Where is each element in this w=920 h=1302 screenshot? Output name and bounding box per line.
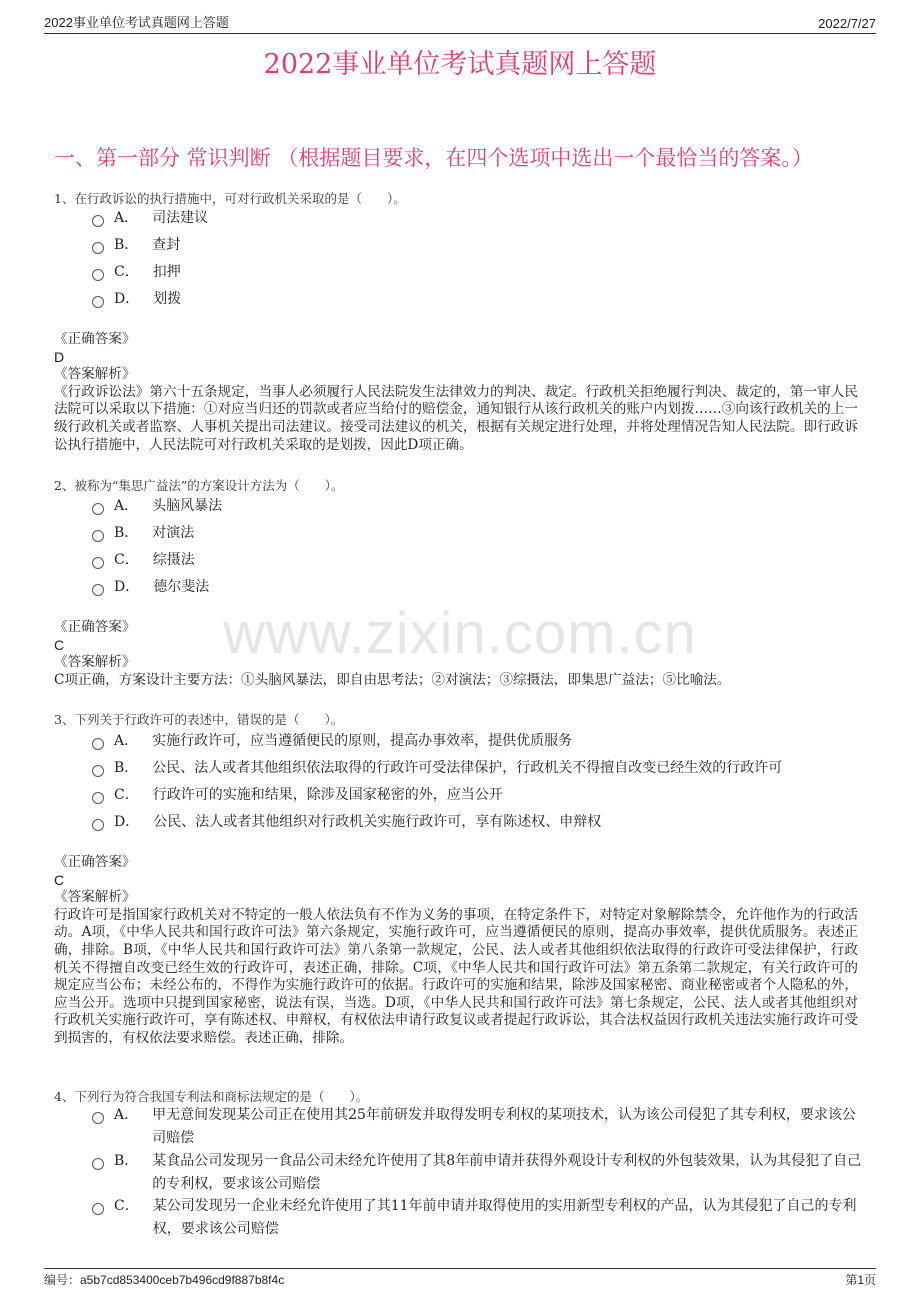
radio-icon[interactable] bbox=[92, 530, 104, 542]
question-1-answer-block bbox=[54, 331, 858, 454]
watermark: www.zixin.com.cn bbox=[223, 601, 697, 666]
correct-answer: C bbox=[54, 871, 65, 888]
radio-icon[interactable] bbox=[92, 1158, 104, 1170]
question-1-option-a[interactable] bbox=[92, 207, 208, 230]
question-3-option-b[interactable] bbox=[92, 757, 782, 780]
radio-icon[interactable] bbox=[92, 296, 104, 308]
option-letter: A． bbox=[114, 498, 139, 514]
radio-icon[interactable] bbox=[92, 819, 104, 831]
question-1-stem: 1、在行政诉讼的执行措施中，可对行政机关采取的是（ ）。 bbox=[54, 191, 406, 206]
radio-icon[interactable] bbox=[92, 792, 104, 804]
radio-icon[interactable] bbox=[92, 765, 104, 777]
radio-icon[interactable] bbox=[92, 503, 104, 515]
option-letter: D． bbox=[114, 291, 140, 307]
question-3-option-d[interactable] bbox=[92, 811, 601, 834]
radio-icon[interactable] bbox=[92, 1112, 104, 1124]
analysis-label: 《答案解析》 bbox=[54, 366, 136, 383]
analysis-text: C项正确，方案设计主要方法：①头脑风暴法，即自由思考法；②对演法；③综摄法，即集思广益法；⑤比喻法。 bbox=[54, 671, 731, 688]
option-text: 德尔斐法 bbox=[153, 579, 210, 595]
option-text: 对演法 bbox=[152, 525, 195, 541]
option-text: 扣押 bbox=[152, 264, 181, 280]
option-text: 行政许可的实施和结果，除涉及国家秘密的外，应当公开 bbox=[152, 787, 503, 803]
option-text: 查封 bbox=[152, 237, 181, 253]
radio-icon[interactable] bbox=[92, 1203, 104, 1215]
question-3-stem: 3、下列关于行政许可的表述中，错误的是（ ）。 bbox=[54, 712, 344, 727]
answer-label: 《正确答案》 bbox=[54, 854, 136, 870]
question-3-option-c[interactable] bbox=[92, 784, 503, 807]
page-number: 第1页 bbox=[845, 1273, 876, 1287]
question-2-stem: 2、被称为“集思广益法”的方案设计方法为（ ）。 bbox=[54, 478, 344, 493]
option-letter: A． bbox=[114, 733, 139, 749]
question-4-stem: 4、下列行为符合我国专利法和商标法规定的是（ ）。 bbox=[54, 1089, 369, 1104]
question-2-option-a[interactable] bbox=[92, 495, 222, 518]
analysis-text: 行政许可是指国家行政机关对不特定的一般人依法负有不作为义务的事项，在特定条件下，对特定对象解除禁令，允许他作为的行政活动。A项，《中华人民共和国行政许可法》第六条规定，实施行政许可，应当遵循便民的原则，提高办事效率，提供优质服务。表述正确，排除。B项，《中华人民共和国行政许可法》第八条第一款规定，公民、法人或者其他组织依法取得的行政许可受法律保护，行政机关不得擅自改变已经生效的行政许可，表述正确，排除。C项，《中华人民共和国行政许可法》第五条第二款规定，有关行政许可的规定应当公布；未经公布的，不得作为实施行政许可的依据。行政许可的实施和结果，除涉及国家秘密、商业秘密或者个人隐私的外，应当公开。选项中只提到国家秘密，说法有误，当选。D项，《中华人民共和国行政许可法》第七条规定，公民、法人或者其他组织对行政机关实施行政许可，享有陈述权、申辩权，有权依法申请行政复议或者提起行政诉讼，其合法权益因行政机关违法实施行政许可受到损害的，有权依法要求赔偿。表述正确，排除。 bbox=[54, 906, 858, 1046]
page-footer bbox=[44, 1268, 876, 1289]
option-letter: B． bbox=[114, 1153, 139, 1169]
option-letter: C． bbox=[114, 264, 139, 280]
option-text: 公民、法人或者其他组织依法取得的行政许可受法律保护，行政机关不得擅自改变已经生效的行政许可 bbox=[152, 760, 783, 776]
question-4-option-a[interactable] bbox=[92, 1104, 862, 1150]
question-3-option-a[interactable] bbox=[92, 730, 572, 753]
option-letter: B． bbox=[114, 760, 139, 776]
question-4-option-b[interactable] bbox=[92, 1150, 862, 1196]
option-letter: C． bbox=[114, 552, 139, 568]
option-text: 司法建议 bbox=[152, 210, 209, 226]
answer-label: 《正确答案》 bbox=[54, 619, 136, 635]
header-doc-title: 2022事业单位考试真题网上答题 bbox=[44, 15, 229, 30]
question-4-option-c[interactable] bbox=[92, 1195, 862, 1241]
option-letter: D． bbox=[114, 814, 140, 830]
page-header bbox=[44, 11, 876, 34]
correct-answer: C bbox=[54, 636, 65, 653]
option-letter: B． bbox=[114, 237, 139, 253]
radio-icon[interactable] bbox=[92, 738, 104, 750]
option-text: 甲无意间发现某公司正在使用其25年前研发并取得发明专利权的某项技术，认为该公司侵犯了其专利权，要求该公司赔偿 bbox=[152, 1107, 856, 1146]
option-text: 公民、法人或者其他组织对行政机关实施行政许可，享有陈述权、申辩权 bbox=[153, 814, 602, 830]
option-text: 某食品公司发现另一食品公司未经允许使用了其8年前申请并获得外观设计专利权的外包装效果，认为其侵犯了自己的专利权，要求该公司赔偿 bbox=[152, 1153, 862, 1192]
radio-icon[interactable] bbox=[92, 242, 104, 254]
option-letter: A． bbox=[114, 210, 139, 226]
answer-label: 《正确答案》 bbox=[54, 331, 136, 347]
option-text: 某公司发现另一企业未经允许使用了其11年前申请并取得使用的实用新型专利权的产品，认为其侵犯了自己的专利权，要求该公司赔偿 bbox=[152, 1198, 857, 1237]
option-letter: C． bbox=[114, 1198, 139, 1214]
analysis-label: 《答案解析》 bbox=[54, 889, 136, 906]
option-text: 划拨 bbox=[153, 291, 182, 307]
question-2-option-d[interactable] bbox=[92, 576, 209, 599]
option-text: 头脑风暴法 bbox=[152, 498, 223, 514]
question-2-option-c[interactable] bbox=[92, 549, 195, 572]
header-date: 2022/7/27 bbox=[818, 16, 876, 31]
option-text: 综摄法 bbox=[152, 552, 195, 568]
option-letter: C． bbox=[114, 787, 139, 803]
radio-icon[interactable] bbox=[92, 269, 104, 281]
radio-icon[interactable] bbox=[92, 215, 104, 227]
analysis-text: 《行政诉讼法》第六十五条规定，当事人必须履行人民法院发生法律效力的判决、裁定。行政机关拒绝履行判决、裁定的，第一审人民法院可以采取以下措施：①对应当归还的罚款或者应当给付的赔偿金，通知银行从该行政机关的账户内划拨……③向该行政机关的上一级行政机关或者监察、人事机关提出司法建议。接受司法建议的机关，根据有关规定进行处理，并将处理情况告知人民法院。即行政诉讼执行措施中，人民法院可对行政机关采取的是划拨，因此D项正确。 bbox=[54, 383, 858, 453]
option-text: 实施行政许可，应当遵循便民的原则，提高办事效率，提供优质服务 bbox=[152, 733, 573, 749]
document-id: 编号：a5b7cd853400ceb7b496cd9f887b8f4c bbox=[44, 1273, 285, 1287]
question-1-option-c[interactable] bbox=[92, 261, 181, 284]
option-letter: D． bbox=[114, 579, 140, 595]
option-letter: A． bbox=[114, 1107, 139, 1123]
radio-icon[interactable] bbox=[92, 584, 104, 596]
question-2-option-b[interactable] bbox=[92, 522, 194, 545]
question-1-option-b[interactable] bbox=[92, 234, 180, 257]
document-title: 2022事业单位考试真题网上答题 bbox=[263, 49, 657, 80]
question-3-answer-block bbox=[54, 854, 858, 1048]
radio-icon[interactable] bbox=[92, 557, 104, 569]
analysis-label: 《答案解析》 bbox=[54, 654, 136, 671]
question-1-option-d[interactable] bbox=[92, 288, 181, 311]
correct-answer: D bbox=[54, 348, 65, 365]
option-letter: B． bbox=[114, 525, 139, 541]
section-title: 一、第一部分 常识判断 （根据题目要求，在四个选项中选出一个最恰当的答案。） bbox=[54, 146, 813, 170]
question-2-answer-block bbox=[54, 619, 858, 689]
